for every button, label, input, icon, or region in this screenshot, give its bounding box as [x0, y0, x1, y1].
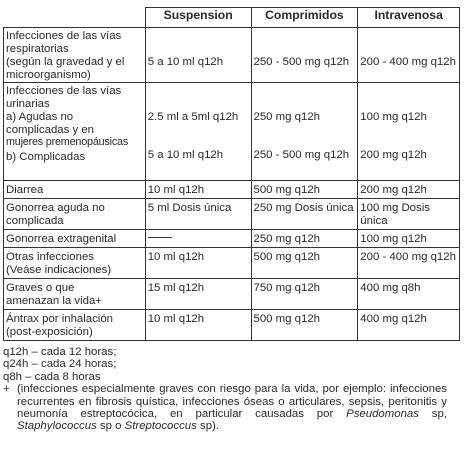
dosage-document — [3, 7, 463, 433]
intravenosa-cell: 400 mg q8h — [358, 279, 460, 310]
organism-name: Staphylococcus — [17, 420, 97, 433]
suspension-cell: 15 ml q12h — [145, 279, 251, 310]
intravenosa-cell: 400 mg q12h — [358, 310, 460, 341]
indication-cell: Infecciones de las vías respiratorias (según la gravedad y el microorganismo) — [4, 28, 146, 83]
table-row — [4, 181, 460, 199]
plus-footnote — [3, 383, 463, 433]
table-header-row — [4, 8, 460, 28]
plus-symbol: + — [3, 383, 10, 396]
indication-cell: Infecciones de las vías urinarias a) Agudas no complicadas y en mujeres premenopáusicas b) Complicadas — [4, 83, 146, 181]
header-intravenosa: Intravenosa — [358, 8, 460, 28]
table-row — [4, 279, 460, 310]
suspension-cell: 10 ml q12h — [145, 181, 251, 199]
abbreviation-note: q12h – cada 12 horas; — [3, 346, 117, 358]
suspension-cell: 5 a 10 ml q12h — [145, 28, 251, 83]
plus-footnote-text: (infecciones especialmente graves con riesgo para la vida, por ejemplo: infecciones recurrentes en fibrosis quística, infecciones óseas o articulares, sepsis, peritonitis y neumonía estreptocócica, en particular causadas por Pseudomonas sp, Staphylococcus sp o Streptococcus sp). — [17, 383, 447, 433]
dosage-table — [3, 7, 460, 341]
comprimidos-cell: 250 - 500 mg q12h — [251, 28, 358, 83]
header-comprimidos: Comprimidos — [251, 8, 358, 28]
intravenosa-cell: 100 mg Dosis única — [358, 199, 460, 230]
indication-cell: Ántrax por inhalación (post-exposición) — [4, 310, 146, 341]
dash-mark — [148, 237, 172, 238]
intravenosa-cell: 200 mg q12h — [358, 181, 460, 199]
abbreviation-note: q24h – cada 24 horas; — [3, 358, 117, 371]
indication-cell: Otras infecciones (Veáse indicaciones) — [4, 248, 146, 279]
indication-cell: Gonorrea aguda no complicada — [4, 199, 146, 230]
comprimidos-cell: 750 mg q12h — [251, 279, 358, 310]
comprimidos-cell: 500 mg q12h — [251, 248, 358, 279]
organism-name: Pseudomonas — [346, 408, 419, 421]
table-row — [4, 83, 460, 181]
table-row — [4, 199, 460, 230]
suspension-cell: 10 ml q12h — [145, 248, 251, 279]
table-row — [4, 28, 460, 83]
suspension-cell: 2.5 ml a 5ml q12h 5 a 10 ml q12h — [145, 83, 251, 181]
comprimidos-cell: 250 mg q12h 250 - 500 mg q12h — [251, 83, 358, 181]
footnotes — [3, 346, 463, 433]
table-row — [4, 248, 460, 279]
suspension-cell: 5 ml Dosis única — [145, 199, 251, 230]
table-row — [4, 230, 460, 248]
header-empty-cell — [4, 8, 146, 28]
indication-cell: Diarrea — [4, 181, 146, 199]
intravenosa-cell: 100 mg q12h 200 mg q12h — [358, 83, 460, 181]
comprimidos-cell: 250 mg Dosis única — [251, 199, 358, 230]
intravenosa-cell: 100 mg q12h — [358, 230, 460, 248]
comprimidos-cell: 500 mg q12h — [251, 310, 358, 341]
indication-cell: Graves o que amenazan la vida+ — [4, 279, 146, 310]
header-suspension: Suspension — [145, 8, 251, 28]
suspension-cell — [145, 230, 251, 248]
intravenosa-cell: 200 - 400 mg q12h — [358, 28, 460, 83]
table-row — [4, 310, 460, 341]
suspension-cell: 10 ml q12h — [145, 310, 251, 341]
comprimidos-cell: 250 mg q12h — [251, 230, 358, 248]
organism-name: Streptococcus — [124, 420, 197, 433]
intravenosa-cell: 200 - 400 mg q12h — [358, 248, 460, 279]
comprimidos-cell: 500 mg q12h — [251, 181, 358, 199]
indication-cell: Gonorrea extragenital — [4, 230, 146, 248]
abbreviation-note: q8h – cada 8 horas — [3, 370, 101, 383]
